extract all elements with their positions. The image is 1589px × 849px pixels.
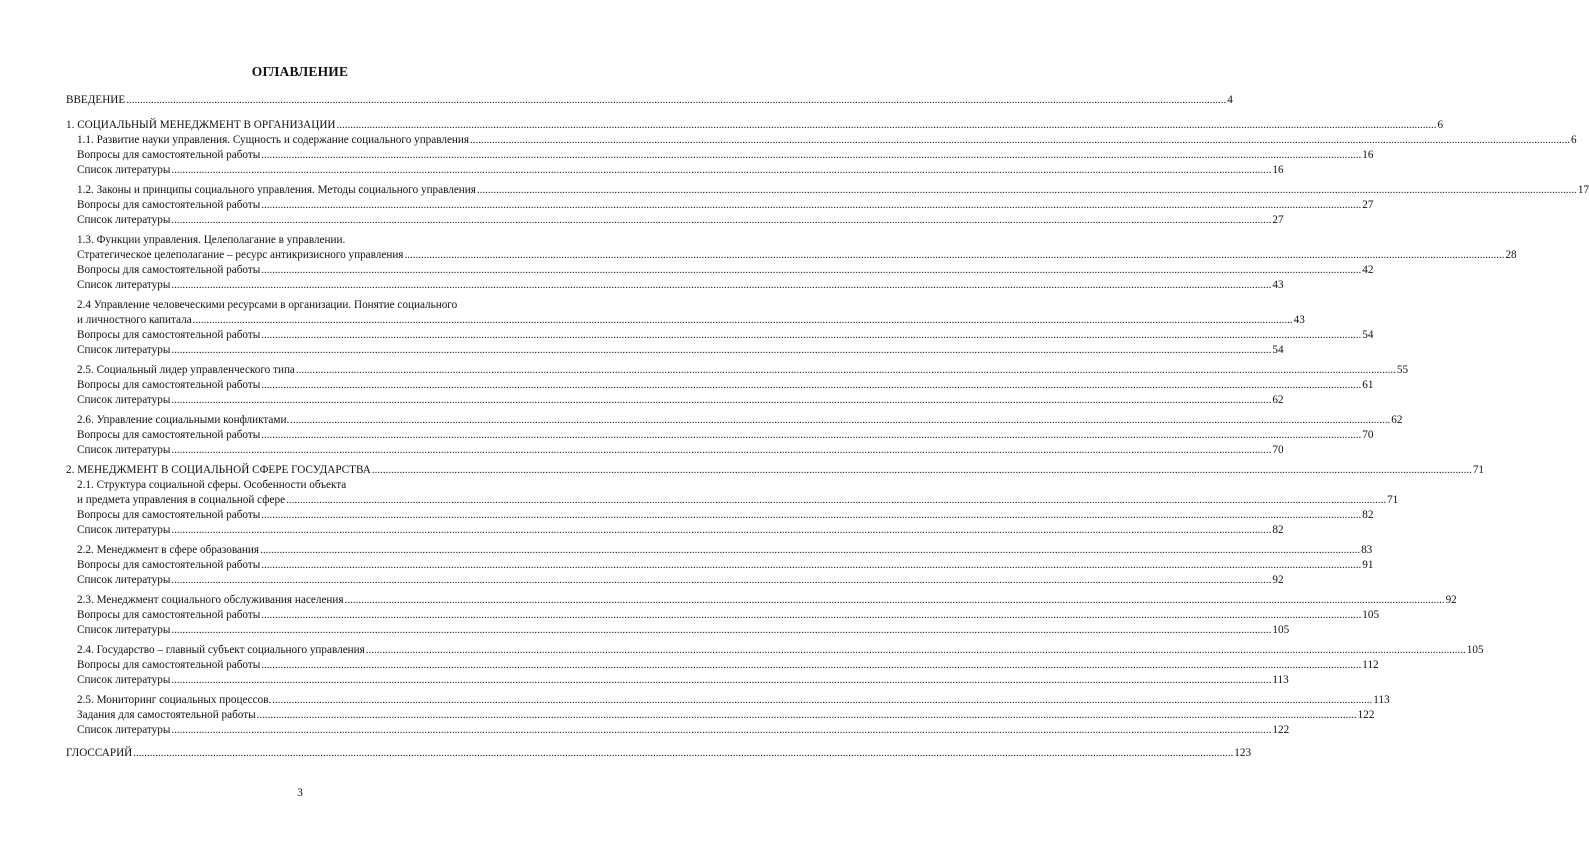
toc-entry-title: Список литературы bbox=[77, 394, 171, 406]
toc-entry[interactable] bbox=[77, 248, 1517, 263]
toc-entry-title: и предмета управления в социальной сфере bbox=[77, 494, 286, 506]
dot-leader: ................................................................................................................................................................................................................................................................................................................................................................................................................ bbox=[261, 559, 1362, 571]
toc-entry-title: 1. СОЦИАЛЬНЫЙ МЕНЕДЖМЕНТ В ОРГАНИЗАЦИИ bbox=[66, 119, 336, 131]
toc-entry-title: Задания для самостоятельной работы bbox=[77, 709, 256, 721]
dot-leader: ................................................................................................................................................................................................................................................................................................................................................................................................................ bbox=[171, 574, 1272, 586]
toc-entry[interactable] bbox=[77, 343, 1284, 358]
toc-entry[interactable] bbox=[77, 213, 1284, 228]
toc-entry[interactable] bbox=[77, 558, 1374, 573]
dot-leader: ................................................................................................................................................................................................................................................................................................................................................................................................................ bbox=[192, 314, 1293, 326]
toc-entry-title: Вопросы для самостоятельной работы bbox=[77, 429, 261, 441]
toc-entry-title: Список литературы bbox=[77, 574, 171, 586]
toc-entry-page: 71 bbox=[1387, 494, 1399, 506]
dot-leader: ................................................................................................................................................................................................................................................................................................................................................................................................................ bbox=[171, 164, 1272, 176]
toc-entry-title: 2.1. Структура социальной сферы. Особенности объекта bbox=[77, 479, 347, 491]
dot-leader: ................................................................................................................................................................................................................................................................................................................................................................................................................ bbox=[470, 134, 1571, 146]
toc-entry-title: Вопросы для самостоятельной работы bbox=[77, 149, 261, 161]
toc-entry-title: Список литературы bbox=[77, 524, 171, 536]
page-title: ОГЛАВЛЕНИЕ bbox=[251, 64, 349, 79]
toc-entry[interactable] bbox=[77, 543, 1373, 558]
toc-entry[interactable] bbox=[77, 413, 1403, 428]
toc-entry-title: Вопросы для самостоятельной работы bbox=[77, 199, 261, 211]
toc-entry-page: 17 bbox=[1577, 184, 1589, 196]
toc-entry-title: Вопросы для самостоятельной работы bbox=[77, 509, 261, 521]
toc-entry-page: 123 bbox=[1234, 747, 1252, 759]
toc-entry-title: Список литературы bbox=[77, 674, 171, 686]
toc-entry-title: 2.2. Менеджмент в сфере образования bbox=[77, 544, 260, 556]
toc-entry-page: 55 bbox=[1396, 364, 1409, 376]
toc-entry[interactable] bbox=[77, 313, 1305, 328]
dot-leader: ................................................................................................................................................................................................................................................................................................................................................................................................................ bbox=[336, 119, 1437, 131]
toc-entry[interactable] bbox=[66, 463, 1484, 478]
toc-entry[interactable] bbox=[77, 573, 1284, 588]
toc-entry-title: 2.6. Управление социальными конфликтами. bbox=[77, 414, 290, 426]
toc-entry-title: 2.4. Государство – главный субъект социального управления bbox=[77, 644, 365, 656]
toc-entry[interactable] bbox=[77, 623, 1290, 638]
toc-entry-title: Список литературы bbox=[77, 344, 171, 356]
dot-leader: ................................................................................................................................................................................................................................................................................................................................................................................................................ bbox=[261, 609, 1362, 621]
toc-entry-page: 83 bbox=[1361, 544, 1373, 556]
toc-entry[interactable] bbox=[77, 198, 1374, 213]
toc-entry[interactable] bbox=[77, 183, 1589, 198]
dot-leader: ................................................................................................................................................................................................................................................................................................................................................................................................................ bbox=[133, 747, 1234, 759]
dot-leader: ................................................................................................................................................................................................................................................................................................................................................................................................................ bbox=[261, 329, 1362, 341]
dot-leader: ................................................................................................................................................................................................................................................................................................................................................................................................................ bbox=[171, 344, 1272, 356]
dot-leader: ................................................................................................................................................................................................................................................................................................................................................................................................................ bbox=[404, 249, 1505, 261]
toc-entry-page: 28 bbox=[1505, 249, 1517, 261]
toc-entry-title: Список литературы bbox=[77, 444, 171, 456]
toc-entry-title: Список литературы bbox=[77, 624, 171, 636]
toc-entry-page: 105 bbox=[1362, 609, 1380, 621]
dot-leader: ................................................................................................................................................................................................................................................................................................................................................................................................................ bbox=[365, 644, 1466, 656]
toc-entry[interactable] bbox=[77, 643, 1484, 658]
dot-leader: ................................................................................................................................................................................................................................................................................................................................................................................................................ bbox=[171, 524, 1272, 536]
toc-entry-page: 71 bbox=[1472, 464, 1484, 476]
toc-entry[interactable] bbox=[77, 478, 346, 493]
dot-leader: ................................................................................................................................................................................................................................................................................................................................................................................................................ bbox=[171, 279, 1272, 291]
toc-entry[interactable] bbox=[77, 693, 1390, 708]
toc-entry[interactable] bbox=[77, 708, 1375, 723]
dot-leader: ................................................................................................................................................................................................................................................................................................................................................................................................................ bbox=[256, 709, 1357, 721]
dot-leader: ................................................................................................................................................................................................................................................................................................................................................................................................................ bbox=[171, 724, 1272, 736]
toc-entry[interactable] bbox=[77, 133, 1577, 148]
toc-entry[interactable] bbox=[77, 493, 1399, 508]
toc-entry-page: 6 bbox=[1437, 119, 1444, 131]
toc-entry-page: 27 bbox=[1362, 199, 1374, 211]
toc-entry-page: 54 bbox=[1362, 329, 1374, 341]
toc-entry-title: 2.3. Менеджмент социального обслуживания населения bbox=[77, 594, 344, 606]
toc-entry-page: 82 bbox=[1272, 524, 1284, 536]
toc-entry-page: 113 bbox=[1373, 694, 1390, 706]
toc-entry-page: 112 bbox=[1362, 659, 1379, 671]
toc-entry[interactable] bbox=[77, 298, 457, 313]
toc-entry-page: 42 bbox=[1362, 264, 1374, 276]
toc-entry[interactable] bbox=[77, 278, 1284, 293]
dot-leader: ................................................................................................................................................................................................................................................................................................................................................................................................................ bbox=[261, 509, 1362, 521]
dot-leader: ................................................................................................................................................................................................................................................................................................................................................................................................................ bbox=[171, 214, 1272, 226]
toc-entry-page: 4 bbox=[1227, 94, 1233, 106]
toc-entry-page: 82 bbox=[1362, 509, 1374, 521]
dot-leader: ................................................................................................................................................................................................................................................................................................................................................................................................................ bbox=[171, 624, 1272, 636]
toc-entry-page: 70 bbox=[1272, 444, 1284, 456]
toc-entry[interactable] bbox=[77, 233, 345, 248]
toc-entry-page: 91 bbox=[1362, 559, 1374, 571]
dot-leader: ................................................................................................................................................................................................................................................................................................................................................................................................................ bbox=[260, 544, 1361, 556]
toc-entry[interactable] bbox=[66, 93, 1233, 108]
toc-entry-title: 1.1. Развитие науки управления. Сущность и содержание социального управления bbox=[77, 134, 470, 146]
toc-entry[interactable] bbox=[77, 608, 1380, 623]
toc-entry-page: 6 bbox=[1571, 134, 1577, 146]
toc-entry[interactable] bbox=[77, 723, 1290, 738]
toc-entry-title: и личностного капитала bbox=[77, 314, 192, 326]
toc-entry-page: 105 bbox=[1272, 624, 1290, 636]
toc-entry[interactable] bbox=[77, 363, 1409, 378]
dot-leader: ................................................................................................................................................................................................................................................................................................................................................................................................................ bbox=[371, 464, 1472, 476]
toc-entry-title: Вопросы для самостоятельной работы bbox=[77, 559, 261, 571]
toc-entry-title: Вопросы для самостоятельной работы bbox=[77, 609, 261, 621]
toc-entry-title: 1.2. Законы и принципы социального управления. Методы социального управления bbox=[77, 184, 476, 196]
toc-entry-page: 27 bbox=[1272, 214, 1284, 226]
dot-leader: ................................................................................................................................................................................................................................................................................................................................................................................................................ bbox=[286, 494, 1387, 506]
toc-entry[interactable] bbox=[77, 163, 1284, 178]
dot-leader: ................................................................................................................................................................................................................................................................................................................................................................................................................ bbox=[290, 414, 1391, 426]
toc-entry-page: 113 bbox=[1272, 674, 1289, 686]
toc-entry[interactable] bbox=[66, 746, 1252, 761]
toc-entry-page: 54 bbox=[1272, 344, 1284, 356]
toc-entry-title: 2.5. Социальный лидер управленческого типа bbox=[77, 364, 295, 376]
toc-entry-title: Вопросы для самостоятельной работы bbox=[77, 329, 261, 341]
toc-entry-page: 122 bbox=[1272, 724, 1290, 736]
toc-entry[interactable] bbox=[77, 393, 1284, 408]
toc-entry-title: 2.5. Мониторинг социальных процессов. bbox=[77, 694, 272, 706]
page-number: 3 bbox=[297, 787, 303, 799]
toc-entry-page: 105 bbox=[1466, 644, 1484, 656]
dot-leader: ................................................................................................................................................................................................................................................................................................................................................................................................................ bbox=[344, 594, 1445, 606]
dot-leader: ................................................................................................................................................................................................................................................................................................................................................................................................................ bbox=[295, 364, 1396, 376]
dot-leader: ................................................................................................................................................................................................................................................................................................................................................................................................................ bbox=[171, 444, 1272, 456]
dot-leader: ................................................................................................................................................................................................................................................................................................................................................................................................................ bbox=[261, 429, 1362, 441]
toc-entry-title: Список литературы bbox=[77, 164, 171, 176]
toc-entry[interactable] bbox=[77, 523, 1284, 538]
dot-leader: ................................................................................................................................................................................................................................................................................................................................................................................................................ bbox=[272, 694, 1373, 706]
toc-entry[interactable] bbox=[77, 428, 1374, 443]
toc-entry-page: 61 bbox=[1362, 379, 1374, 391]
toc-entry-title: 2. МЕНЕДЖМЕНТ В СОЦИАЛЬНОЙ СФЕРЕ ГОСУДАРСТВА bbox=[66, 464, 371, 476]
toc-entry-title: Вопросы для самостоятельной работы bbox=[77, 264, 261, 276]
dot-leader: ................................................................................................................................................................................................................................................................................................................................................................................................................ bbox=[261, 379, 1362, 391]
toc-entry-page: 62 bbox=[1391, 414, 1403, 426]
toc-entry-page: 43 bbox=[1272, 279, 1284, 291]
toc-entry[interactable] bbox=[77, 673, 1289, 688]
dot-leader: ................................................................................................................................................................................................................................................................................................................................................................................................................ bbox=[261, 659, 1362, 671]
toc-entry-title: Список литературы bbox=[77, 214, 171, 226]
dot-leader: ................................................................................................................................................................................................................................................................................................................................................................................................................ bbox=[126, 94, 1227, 106]
toc-entry[interactable] bbox=[77, 263, 1374, 278]
dot-leader: ................................................................................................................................................................................................................................................................................................................................................................................................................ bbox=[476, 184, 1577, 196]
dot-leader: ................................................................................................................................................................................................................................................................................................................................................................................................................ bbox=[261, 149, 1362, 161]
toc-entry-title: ВВЕДЕНИЕ bbox=[66, 94, 126, 106]
toc-entry[interactable] bbox=[77, 148, 1374, 163]
toc-entry-title: Список литературы bbox=[77, 279, 171, 291]
toc-entry-title: Вопросы для самостоятельной работы bbox=[77, 659, 261, 671]
dot-leader: ................................................................................................................................................................................................................................................................................................................................................................................................................ bbox=[171, 394, 1272, 406]
toc-entry[interactable] bbox=[77, 593, 1457, 608]
toc-entry-title: Вопросы для самостоятельной работы bbox=[77, 379, 261, 391]
toc-entry[interactable] bbox=[77, 443, 1284, 458]
toc-entry[interactable] bbox=[77, 658, 1379, 673]
toc-entry-title: Стратегическое целеполагание – ресурс антикризисного управления bbox=[77, 249, 404, 261]
toc-entry-page: 62 bbox=[1272, 394, 1284, 406]
toc-entry-page: 70 bbox=[1362, 429, 1374, 441]
toc-entry-page: 16 bbox=[1362, 149, 1374, 161]
toc-entry-page: 122 bbox=[1357, 709, 1375, 721]
toc-entry-title: Список литературы bbox=[77, 724, 171, 736]
toc-entry-page: 16 bbox=[1272, 164, 1284, 176]
dot-leader: ................................................................................................................................................................................................................................................................................................................................................................................................................ bbox=[261, 199, 1362, 211]
toc-entry-page: 43 bbox=[1293, 314, 1305, 326]
toc-entry-title: 2.4 Управление человеческими ресурсами в организации. Понятие социального bbox=[77, 299, 458, 311]
toc-entry[interactable] bbox=[66, 118, 1444, 133]
toc-entry-page: 92 bbox=[1272, 574, 1284, 586]
toc-entry[interactable] bbox=[77, 508, 1374, 523]
toc-entry[interactable] bbox=[77, 378, 1374, 393]
toc-entry-page: 92 bbox=[1445, 594, 1457, 606]
toc-entry-title: 1.3. Функции управления. Целеполагание в управлении. bbox=[77, 234, 346, 246]
toc-entry[interactable] bbox=[77, 328, 1374, 343]
dot-leader: ................................................................................................................................................................................................................................................................................................................................................................................................................ bbox=[171, 674, 1272, 686]
toc-entry-title: ГЛОССАРИЙ bbox=[66, 747, 133, 759]
dot-leader: ................................................................................................................................................................................................................................................................................................................................................................................................................ bbox=[261, 264, 1362, 276]
